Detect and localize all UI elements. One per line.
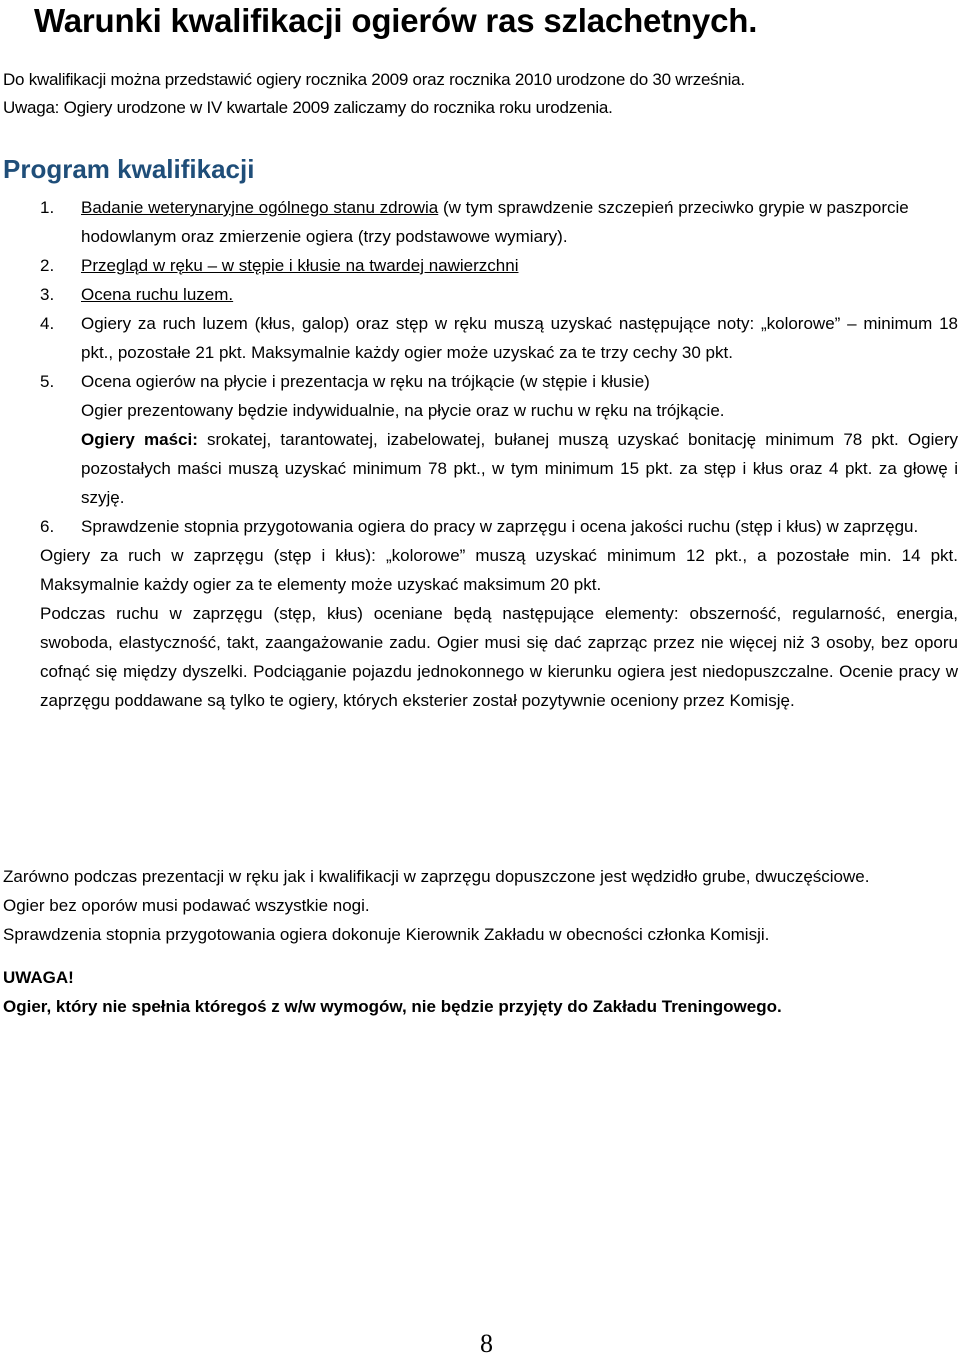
item-text: Ogiery za ruch luzem (kłus, galop) oraz stęp w ręku muszą uzyskać następujące noty: „kolorowe” – minimum 18 pkt., pozostałe 21 pkt. Maksymalnie każdy ogier może uzyskać za te trzy cechy 30 pkt. — [81, 314, 958, 362]
item-number: 5. — [40, 372, 55, 391]
warning-text: Ogier, który nie spełnia któregoś z w/w wymogów, nie będzie przyjęty do Zakładu Treningowego. — [3, 997, 782, 1016]
list-item — [3, 251, 958, 280]
item-text: Ocena ruchu luzem. — [81, 285, 234, 304]
list-item — [3, 280, 958, 309]
paragraph: Zarówno podczas prezentacji w ręku jak i kwalifikacji w zaprzęgu dopuszczone jest wędzidło grube, dwuczęściowe. — [3, 867, 870, 886]
list-item — [3, 367, 958, 512]
page-number: 8 — [480, 1329, 493, 1358]
intro-line: Do kwalifikacji można przedstawić ogiery rocznika 2009 oraz rocznika 2010 urodzone do 30 września. — [3, 70, 745, 89]
list-item — [3, 193, 958, 251]
paragraph: Sprawdzenia stopnia przygotowania ogiera dokonuje Kierownik Zakładu w obecności członka Komisji. — [3, 925, 770, 944]
page-title: Warunki kwalifikacji ogierów ras szlachetnych. — [34, 2, 758, 39]
intro-line: Uwaga: Ogiery urodzone w IV kwartale 2009 zaliczamy do rocznika roku urodzenia. — [3, 98, 613, 117]
item-text: Ocena ogierów na płycie i prezentacja w ręku na trójkącie (w stępie i kłusie) Ogier prezentowany będzie indywidualnie, na płycie oraz w ruchu w ręku na trójkącie. Ogiery maści: srokatej, tarantowatej, izabelowatej, bułanej muszą uzyskać bonitację minimum 78 pkt. Ogiery pozostałych maści muszą uzyskać minimum 78 pkt., w tym minimum 15 pkt. za stęp i kłus oraz 4 pkt. za głowę i szyję. — [81, 372, 958, 507]
intro-text — [3, 66, 745, 122]
list-item — [3, 512, 958, 541]
item-number: 4. — [40, 314, 55, 333]
paragraph: Ogier bez oporów musi podawać wszystkie nogi. — [3, 896, 370, 915]
paragraph: Ogiery za ruch w zaprzęgu (stęp i kłus): „kolorowe” muszą uzyskać minimum 12 pkt., a pozostałe min. 14 pkt. Maksymalnie każdy ogier za te elementy może uzyskać maksimum 20 pkt. — [40, 546, 958, 594]
program-list — [3, 193, 958, 715]
warning-label: UWAGA! — [3, 968, 74, 987]
item-text: Przegląd w ręku – w stępie i kłusie na twardej nawierzchni — [81, 256, 519, 275]
program-heading: Program kwalifikacji — [3, 154, 255, 184]
item-text: Sprawdzenie stopnia przygotowania ogiera do pracy w zaprzęgu i ocena jakości ruchu (stęp i kłus) w zaprzęgu. — [81, 517, 919, 536]
item-number: 3. — [40, 285, 55, 304]
closing-section — [3, 862, 958, 1021]
item-number: 1. — [40, 198, 55, 217]
paragraph: Podczas ruchu w zaprzęgu (stęp, kłus) oceniane będą następujące elementy: obszerność, regularność, energia, swoboda, elastyczność, takt, zaangażowanie zadu. Ogier musi się dać zaprząc przez nie więcej niż 3 osoby, bez oporu cofnąć się między dyszelki. Podciąganie pojazdu jednokonnego w kierunku ogiera jest niedopuszczalne. Ocenie pracy w zaprzęgu poddawane są tylko te ogiery, których eksterier został pozytywnie oceniony przez Komisję. — [40, 604, 958, 710]
item-text: Badanie weterynaryjne ogólnego stanu zdrowia (w tym sprawdzenie szczepień przeciwko grypie w paszporcie hodowlanym oraz zmierzenie ogiera (trzy podstawowe wymiary). — [81, 198, 909, 246]
list-item — [3, 309, 958, 367]
item-number: 2. — [40, 256, 55, 275]
item-number: 6. — [40, 517, 55, 536]
